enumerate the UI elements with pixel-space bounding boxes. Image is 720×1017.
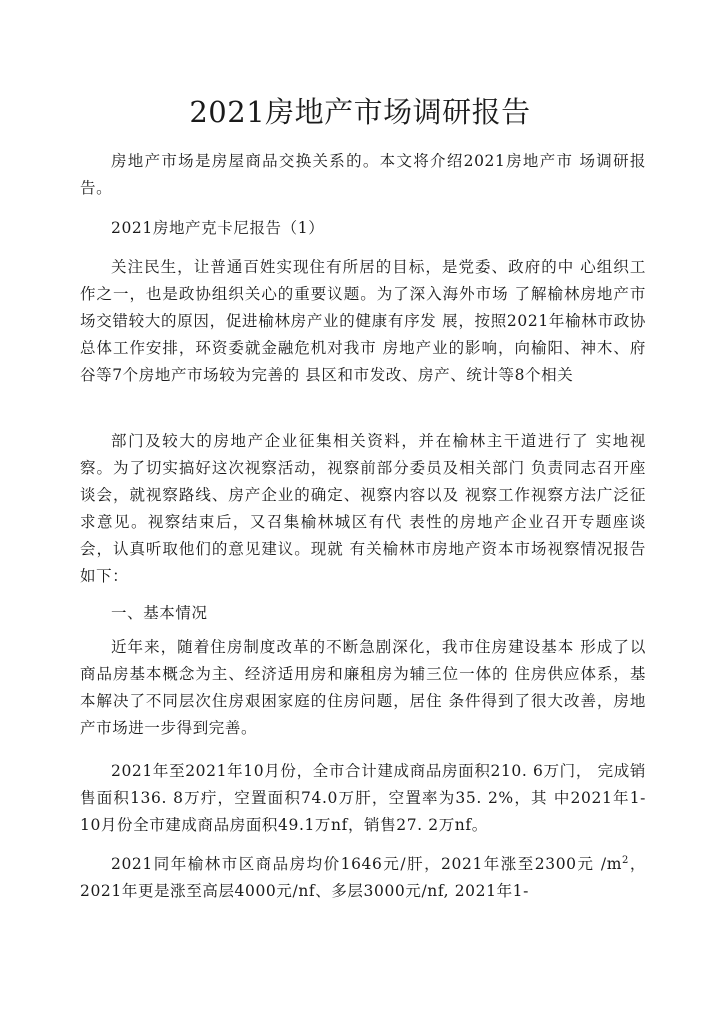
section-heading-basic: 一、基本情况 [111, 604, 208, 622]
paragraph-4: 2021年至2021年10月份，全市合计建成商品房面积210. 6万门， 完成销售面积136. 8万疔，空置面积74.0万肝，空置率为35. 2%，其 中2021年1-10月份全市建成商品房面积49.1万nf，销售27. 2万nf。 [80, 762, 646, 834]
report-subtitle: 2021房地产克卡尼报告（1） [111, 219, 325, 237]
paragraph-5-part-a: 2021同年榆林市区商品房均价1646元/肝，2021年涨至2300元 /m [111, 855, 623, 873]
paragraph-1: 关注民生，让普通百姓实现住有所居的目标，是党委、政府的中 心组织工作之一，也是政协组织关心的重要议题。为了深入海外市场 了解榆林房地产市场交错较大的原因，促进榆林房产业的健康有序发 展，按照2021年榆林市政协总体工作安排，环资委就金融危机对我市 房地产业的影响，向榆阳、神木、府谷等7个房地产市场较为完善的 县区和市发改、房产、统计等8个相关 [80, 258, 646, 384]
paragraph-3: 近年来，随着住房制度改革的不断急剧深化，我市住房建设基本 形成了以商品房基本概念为主、经济适用房和廉租房为辅三位一体的 住房供应体系，基本解决了不同层次住房艰困家庭的住房问题，居住 条件得到了很大改善，房地产市场进一步得到完善。 [80, 638, 646, 737]
paragraph-2: 部门及较大的房地产企业征集相关资料，并在榆林主干道进行了 实地视察。为了切实搞好这次视察活动，视察前部分委员及相关部门 负责同志召开座谈会，就视察路线、房产企业的确定、视察内容以及 视察工作视察方法广泛征求意见。视察结束后，又召集榆林城区有代 表性的房地产企业召开专题座谈会，认真听取他们的意见建议。现就 有关榆林市房地产资本市场视察情况报告如下： [80, 432, 646, 585]
page-title: 2021房地产市场调研报告 [189, 95, 531, 129]
paragraph-5-part-b: ，2021年更是涨至高层4000元/nf、多层3000元/nf, 2021年1- [80, 855, 646, 900]
intro-paragraph: 房地产市场是房屋商品交换关系的。本文将介绍2021房地产市 场调研报告。 [80, 152, 646, 197]
paragraph-5 [80, 851, 646, 905]
superscript-2: 2 [622, 854, 629, 866]
